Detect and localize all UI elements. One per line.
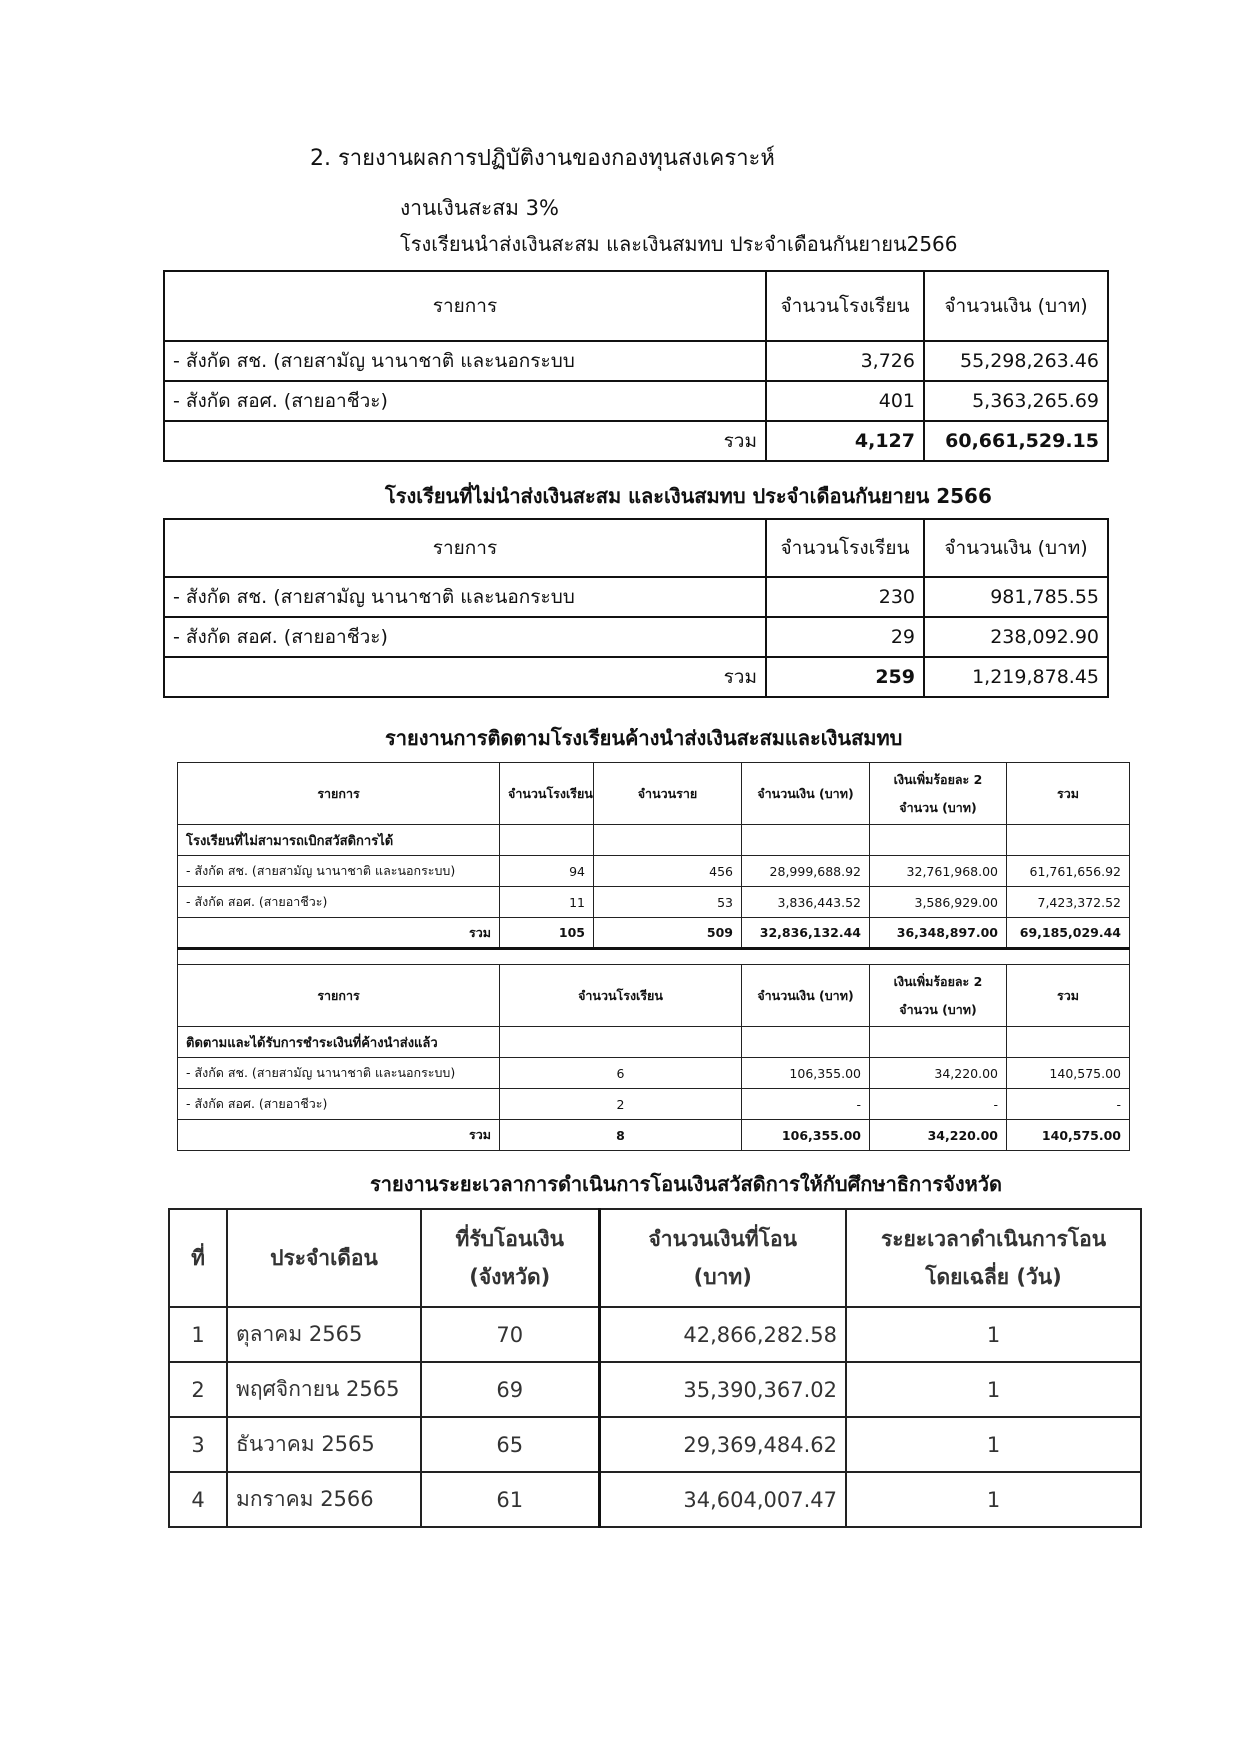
- row-surcharge: 3,586,929.00: [870, 887, 1007, 918]
- col-header-surcharge: [870, 965, 1007, 1027]
- table2-caption: โรงเรียนที่ไม่นำส่งเงินสะสม และเงินสมทบ ประจำเดือนกันยายน 2566: [385, 484, 992, 508]
- table-row: [169, 1417, 1141, 1472]
- total-cases: 509: [594, 918, 742, 949]
- total-schools: 8: [500, 1120, 742, 1151]
- row-provinces: 61: [421, 1472, 599, 1527]
- row-schools: 6: [500, 1058, 742, 1089]
- surcharge-line1: เงินเพิ่มร้อยละ 2: [893, 771, 983, 787]
- empty-cell: [1007, 1027, 1130, 1058]
- table4-caption: รายงานระยะเวลาการดำเนินการโอนเงินสวัสดิการให้กับศึกษาธิการจังหวัด: [370, 1172, 1002, 1196]
- col-header-total: รวม: [1007, 763, 1130, 825]
- empty-cell: [500, 1027, 742, 1058]
- table-row: [164, 341, 1108, 381]
- section-label: โรงเรียนที่ไม่สามารถเบิกสวัสดิการได้: [178, 825, 500, 856]
- row-surcharge: 34,220.00: [870, 1058, 1007, 1089]
- row-label: - สังกัด สช. (สายสามัญ นานาชาติ และนอกระบบ): [178, 856, 500, 887]
- col-header-amount: จำนวนเงิน (บาท): [924, 271, 1108, 341]
- row-schools: 401: [766, 381, 924, 421]
- row-label: - สังกัด สช. (สายสามัญ นานาชาติ และนอกระบบ: [164, 341, 766, 381]
- total-amount: 32,836,132.44: [742, 918, 870, 949]
- total-label: รวม: [178, 918, 500, 949]
- surcharge-line1: เงินเพิ่มร้อยละ 2: [893, 973, 983, 989]
- row-schools: 2: [500, 1089, 742, 1120]
- section-row: [178, 825, 1130, 856]
- spacer-row: [178, 949, 1130, 965]
- days-line2: โดยเฉลี่ย (วัน): [925, 1265, 1062, 1289]
- row-amount: 3,836,443.52: [742, 887, 870, 918]
- col-header-amount: [599, 1209, 846, 1307]
- col-header-cases: จำนวนราย: [594, 763, 742, 825]
- row-provinces: 65: [421, 1417, 599, 1472]
- total-amount: 60,661,529.15: [924, 421, 1108, 461]
- row-amount: -: [742, 1089, 870, 1120]
- row-provinces: 70: [421, 1307, 599, 1362]
- empty-cell: [500, 825, 594, 856]
- row-total: 140,575.00: [1007, 1058, 1130, 1089]
- total-label: รวม: [178, 1120, 500, 1151]
- col-header-days: [846, 1209, 1141, 1307]
- empty-cell: [1007, 825, 1130, 856]
- row-days: 1: [846, 1362, 1141, 1417]
- row-provinces: 69: [421, 1362, 599, 1417]
- subsection-heading: งานเงินสะสม 3%: [400, 196, 559, 220]
- total-schools: 259: [766, 657, 924, 697]
- col-header-no: ที่: [169, 1209, 227, 1307]
- row-amount: 34,604,007.47: [599, 1472, 846, 1527]
- table3-caption: รายงานการติดตามโรงเรียนค้างนำส่งเงินสะสมและเงินสมทบ: [385, 726, 903, 750]
- col-header-item: รายการ: [164, 519, 766, 577]
- total-label: รวม: [164, 657, 766, 697]
- row-days: 1: [846, 1472, 1141, 1527]
- provinces-line1: ที่รับโอนเงิน: [455, 1227, 564, 1251]
- total-surcharge: 36,348,897.00: [870, 918, 1007, 949]
- row-schools: 3,726: [766, 341, 924, 381]
- row-amount: 35,390,367.02: [599, 1362, 846, 1417]
- spacer-cell: [178, 949, 1130, 965]
- table-row: [178, 887, 1130, 918]
- row-days: 1: [846, 1417, 1141, 1472]
- row-amount: 29,369,484.62: [599, 1417, 846, 1472]
- table-header-row: [169, 1209, 1141, 1307]
- col-header-provinces: [421, 1209, 599, 1307]
- total-total: 140,575.00: [1007, 1120, 1130, 1151]
- row-total: 7,423,372.52: [1007, 887, 1130, 918]
- row-days: 1: [846, 1307, 1141, 1362]
- row-no: 3: [169, 1417, 227, 1472]
- table-header-row: [164, 271, 1108, 341]
- transfer-duration-table: [168, 1208, 1142, 1528]
- row-month: ตุลาคม 2565: [227, 1307, 421, 1362]
- row-amount: 55,298,263.46: [924, 341, 1108, 381]
- row-label: - สังกัด สอศ. (สายอาชีวะ): [178, 887, 500, 918]
- surcharge-line2: จำนวน (บาท): [899, 799, 977, 815]
- row-schools: 11: [500, 887, 594, 918]
- arrears-tracking-table: [177, 762, 1130, 1151]
- col-header-surcharge: [870, 763, 1007, 825]
- row-surcharge: 32,761,968.00: [870, 856, 1007, 887]
- empty-cell: [870, 1027, 1007, 1058]
- row-amount: 28,999,688.92: [742, 856, 870, 887]
- total-amount: 1,219,878.45: [924, 657, 1108, 697]
- total-schools: 4,127: [766, 421, 924, 461]
- total-schools: 105: [500, 918, 594, 949]
- row-amount: 981,785.55: [924, 577, 1108, 617]
- table-row: [164, 577, 1108, 617]
- row-month: พฤศจิกายน 2565: [227, 1362, 421, 1417]
- row-cases: 53: [594, 887, 742, 918]
- row-surcharge: -: [870, 1089, 1007, 1120]
- row-no: 1: [169, 1307, 227, 1362]
- table1-caption: โรงเรียนนำส่งเงินสะสม และเงินสมทบ ประจำเดือนกันยายน2566: [400, 232, 958, 256]
- col-header-schools: จำนวนโรงเรียน: [766, 519, 924, 577]
- table-row: [164, 381, 1108, 421]
- total-row: [164, 657, 1108, 697]
- row-total: 61,761,656.92: [1007, 856, 1130, 887]
- empty-cell: [870, 825, 1007, 856]
- table-row: [169, 1472, 1141, 1527]
- row-month: ธันวาคม 2565: [227, 1417, 421, 1472]
- total-total: 69,185,029.44: [1007, 918, 1130, 949]
- row-label: - สังกัด สช. (สายสามัญ นานาชาติ และนอกระบบ): [178, 1058, 500, 1089]
- provinces-line2: (จังหวัด): [469, 1265, 551, 1289]
- row-schools: 230: [766, 577, 924, 617]
- col-header-item: รายการ: [164, 271, 766, 341]
- table-row: [164, 617, 1108, 657]
- row-label: - สังกัด สช. (สายสามัญ นานาชาติ และนอกระบบ: [164, 577, 766, 617]
- row-label: - สังกัด สอศ. (สายอาชีวะ): [178, 1089, 500, 1120]
- amount-line1: จำนวนเงินที่โอน: [648, 1227, 797, 1251]
- table-header-row: [178, 763, 1130, 825]
- row-schools: 29: [766, 617, 924, 657]
- row-label: - สังกัด สอศ. (สายอาชีวะ): [164, 617, 766, 657]
- col-header-item: รายการ: [178, 763, 500, 825]
- col-header-total: รวม: [1007, 965, 1130, 1027]
- table-row: [178, 1058, 1130, 1089]
- row-amount: 238,092.90: [924, 617, 1108, 657]
- row-label: - สังกัด สอศ. (สายอาชีวะ): [164, 381, 766, 421]
- surcharge-line2: จำนวน (บาท): [899, 1001, 977, 1017]
- table-row: [178, 856, 1130, 887]
- col-header-amount: จำนวนเงิน (บาท): [924, 519, 1108, 577]
- row-month: มกราคม 2566: [227, 1472, 421, 1527]
- section-label: ติดตามและได้รับการชำระเงินที่ค้างนำส่งแล้ว: [178, 1027, 500, 1058]
- amount-line2: (บาท): [693, 1265, 752, 1289]
- row-total: -: [1007, 1089, 1130, 1120]
- section-row: [178, 1027, 1130, 1058]
- non-submitted-schools-table: [163, 518, 1109, 698]
- empty-cell: [594, 825, 742, 856]
- submitted-schools-table: [163, 270, 1109, 462]
- table-row: [178, 1089, 1130, 1120]
- empty-cell: [742, 825, 870, 856]
- row-amount: 5,363,265.69: [924, 381, 1108, 421]
- total-surcharge: 34,220.00: [870, 1120, 1007, 1151]
- total-amount: 106,355.00: [742, 1120, 870, 1151]
- col-header-schools: จำนวนโรงเรียน: [500, 965, 742, 1027]
- row-amount: 42,866,282.58: [599, 1307, 846, 1362]
- total-row: [178, 1120, 1130, 1151]
- col-header-amount: จำนวนเงิน (บาท): [742, 763, 870, 825]
- table-header-row: [164, 519, 1108, 577]
- total-label: รวม: [164, 421, 766, 461]
- table-row: [169, 1362, 1141, 1417]
- days-line1: ระยะเวลาดำเนินการโอน: [880, 1227, 1107, 1251]
- col-header-schools: จำนวนโรงเรียน: [500, 763, 594, 825]
- total-row: [178, 918, 1130, 949]
- section-heading: 2. รายงานผลการปฏิบัติงานของกองทุนสงเคราะห์: [310, 146, 775, 171]
- total-row: [164, 421, 1108, 461]
- row-schools: 94: [500, 856, 594, 887]
- empty-cell: [742, 1027, 870, 1058]
- table-row: [169, 1307, 1141, 1362]
- row-no: 2: [169, 1362, 227, 1417]
- col-header-amount: จำนวนเงิน (บาท): [742, 965, 870, 1027]
- row-no: 4: [169, 1472, 227, 1527]
- col-header-month: ประจำเดือน: [227, 1209, 421, 1307]
- table-header-row: [178, 965, 1130, 1027]
- col-header-schools: จำนวนโรงเรียน: [766, 271, 924, 341]
- row-cases: 456: [594, 856, 742, 887]
- col-header-item: รายการ: [178, 965, 500, 1027]
- row-amount: 106,355.00: [742, 1058, 870, 1089]
